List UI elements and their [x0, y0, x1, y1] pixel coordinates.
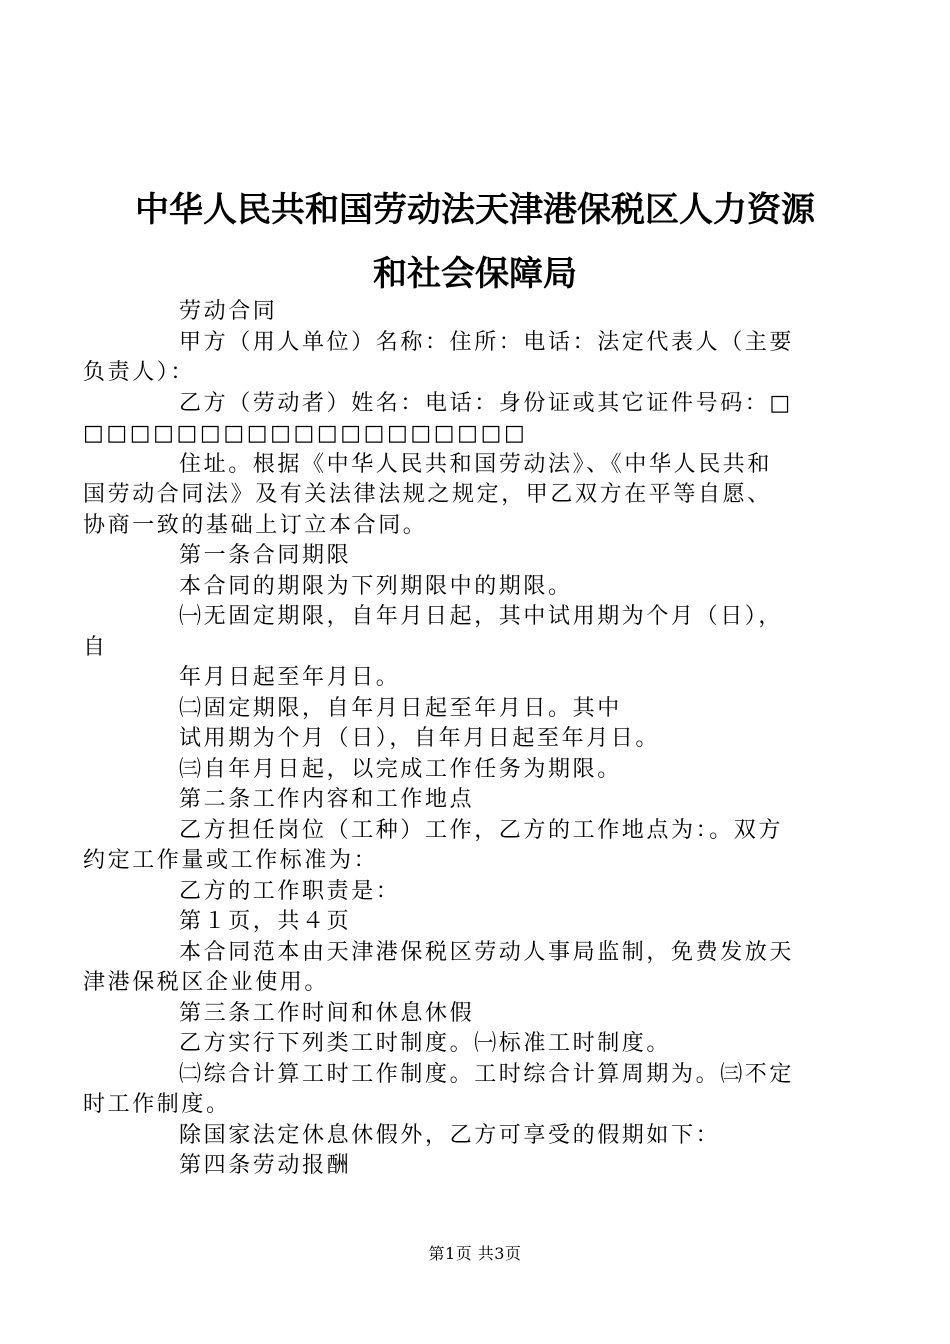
paragraph-line: 劳动合同 — [179, 299, 278, 324]
paragraph-line: 第１页，共４页 — [179, 909, 352, 934]
document-body — [83, 297, 831, 1182]
paragraph-line: 试用期为个月（日），自年月日起至年月日。 — [179, 726, 661, 751]
title-line-2: 和社会保障局 — [373, 254, 577, 294]
paragraph-line: 甲方（用人单位）名称：住所：电话：法定代表人（主要 — [179, 329, 795, 355]
paragraph — [131, 785, 831, 816]
paragraph-line: 年月日起至年月日。 — [179, 665, 401, 690]
paragraph-line: 本合同范本由天津港保税区劳动人事局监制，免费发放天 — [179, 939, 795, 965]
paragraph — [83, 389, 831, 450]
paragraph-line: 第二条工作内容和工作地点 — [179, 787, 475, 812]
paragraph — [131, 1121, 831, 1152]
paragraph — [131, 1029, 831, 1060]
paragraph — [131, 755, 831, 786]
paragraph-line: 住址。根据《中华人民共和国劳动法》、《中华人民共和 — [179, 451, 773, 477]
paragraph — [131, 1151, 831, 1182]
paragraph — [131, 999, 831, 1030]
paragraph — [131, 572, 831, 603]
paragraph-line: 第四条劳动报酬 — [179, 1153, 352, 1178]
paragraph-line: 时工作制度。 — [83, 1092, 231, 1117]
paragraph-line: 本合同的期限为下列期限中的期限。 — [179, 573, 573, 599]
paragraph — [131, 663, 831, 694]
paragraph — [131, 907, 831, 938]
paragraph — [83, 938, 831, 999]
paragraph — [131, 724, 831, 755]
paragraph-line: 国劳动合同法》及有关法律法规之规定，甲乙双方在平等自愿、 — [83, 482, 772, 507]
page-footer: 第1页 共3页 — [428, 1244, 522, 1263]
paragraph — [131, 694, 831, 725]
paragraph-line: 第三条工作时间和休息休假 — [179, 1000, 475, 1026]
paragraph-line: 津港保税区企业使用。 — [83, 970, 330, 995]
paragraph-line: ㈢自年月日起，以完成工作任务为期限。 — [179, 756, 622, 782]
paragraph-line: 乙方担任岗位（工种）工作，乙方的工作地点为：。双方 — [179, 817, 784, 843]
paragraph-line: 除国家法定休息休假外，乙方可享受的假期如下： — [179, 1122, 721, 1148]
title-line-1: 中华人民共和国劳动法天津港保税区人力资源 — [135, 190, 815, 230]
paragraph-line: ㈡固定期限，自年月日起至年月日。其中 — [179, 695, 622, 721]
paragraph-line: 约定工作量或工作标准为： — [83, 848, 379, 873]
paragraph — [131, 297, 831, 328]
paragraph-line: 乙方实行下列类工时制度。㈠标准工时制度。 — [179, 1031, 672, 1056]
paragraph — [83, 816, 831, 877]
paragraph-line: □□□□□□□□□□□□□□□□□□□ — [83, 421, 528, 446]
paragraph-line: ㈡综合计算工时工作制度。工时综合计算周期为。㈢不定 — [179, 1061, 795, 1087]
paragraph-line: 乙方的工作职责是： — [179, 878, 401, 904]
paragraph — [131, 877, 831, 908]
paragraph-line: 第一条合同期限 — [179, 543, 352, 568]
paragraph — [83, 450, 831, 542]
paragraph-line: ㈠无固定期限，自年月日起，其中试用期为个月（日）， — [179, 604, 784, 629]
paragraph — [83, 602, 831, 663]
paragraph-line: 协商一致的基础上订立本合同。 — [83, 512, 428, 538]
document-title — [60, 178, 890, 306]
paragraph-line: 乙方（劳动者）姓名：电话：身份证或其它证件号码：□ — [179, 390, 793, 416]
paragraph — [83, 1060, 831, 1121]
paragraph — [131, 541, 831, 572]
paragraph-line: 自 — [83, 634, 108, 660]
paragraph-line: 负责人）： — [83, 360, 196, 385]
paragraph — [83, 328, 831, 389]
